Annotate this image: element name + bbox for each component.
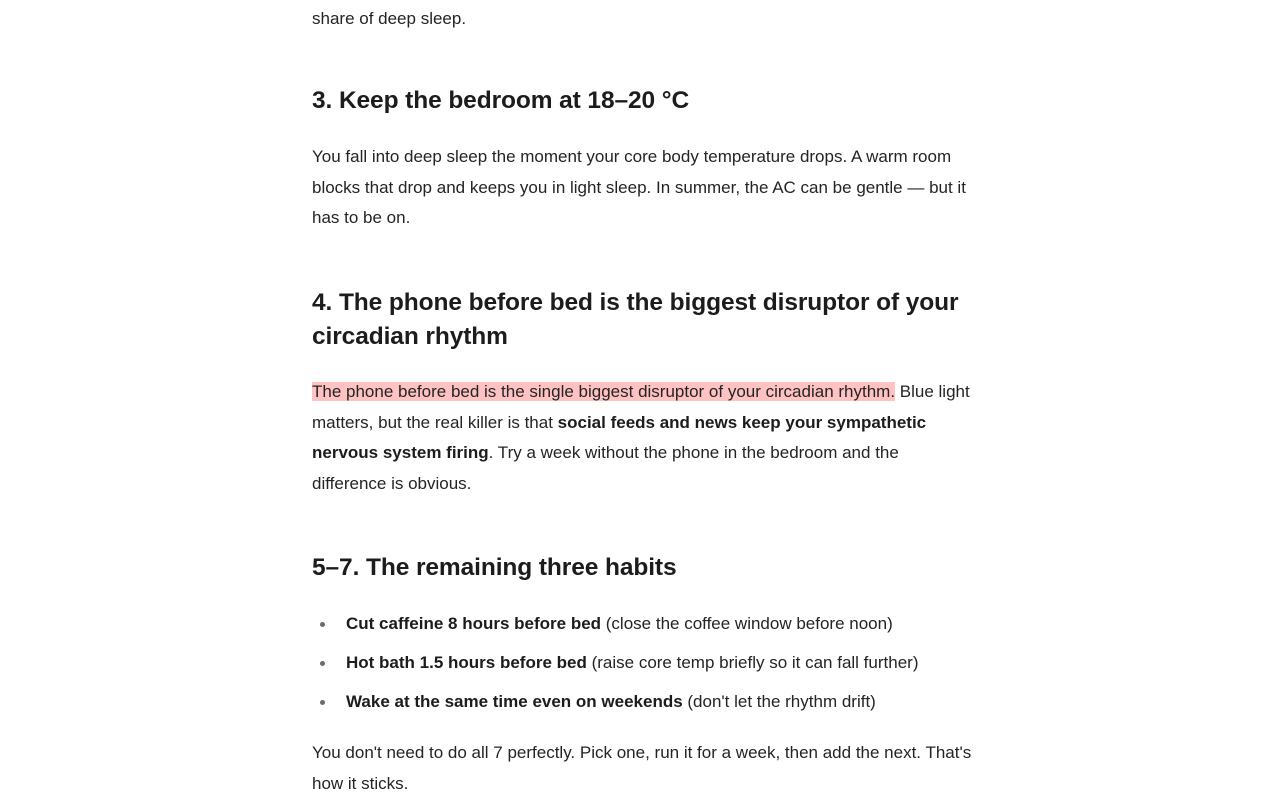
- bullet-icon: [320, 700, 325, 705]
- habits-list: [312, 609, 972, 718]
- section-5-heading: 5–7. The remaining three habits: [312, 554, 677, 582]
- article-body: [312, 0, 972, 799]
- intro-tail-paragraph: [312, 0, 972, 34]
- section-4-paragraph: [312, 377, 972, 499]
- list-item-bold: Wake at the same time even on weekends: [346, 692, 683, 712]
- list-item: [312, 609, 972, 640]
- list-item-bold: Hot bath 1.5 hours before bed: [346, 653, 587, 673]
- list-item: [312, 648, 972, 679]
- list-item-text: (close the coffee window before noon): [601, 614, 893, 634]
- section-3-paragraph: You fall into deep sleep the moment your core body temperature drops. A warm room blocks that drop and keeps you in light sleep. In summer, the AC can be gentle — but it has to be on.: [312, 147, 966, 228]
- section-4-bold-text: social feeds and news keep your sympathetic nervous system firing: [312, 412, 927, 463]
- intro-tail-line2: share of deep sleep.: [312, 8, 467, 28]
- bullet-icon: [320, 622, 325, 627]
- list-item: [312, 687, 972, 718]
- list-item-bold: Cut caffeine 8 hours before bed: [346, 614, 602, 634]
- section-4-heading: 4. The phone before bed is the biggest disruptor of your circadian rhythm: [312, 288, 959, 350]
- list-item-text: (don't let the rhythm drift): [682, 692, 876, 712]
- section-4-text-b: . Try a week without the phone in the bedroom and the difference is obvious.: [312, 443, 899, 493]
- section-4-text-a: Blue light matters, but the real killer is that: [312, 381, 970, 432]
- highlighted-sentence[interactable]: The phone before bed is the single biggest disruptor of your circadian rhythm.: [312, 381, 896, 401]
- bullet-icon: [320, 661, 325, 666]
- section-3-heading: 3. Keep the bedroom at 18–20 °C: [312, 87, 690, 115]
- closing-paragraph: You don't need to do all 7 perfectly. Pick one, run it for a week, then add the next. That's how it sticks.: [312, 742, 972, 793]
- list-item-text: (raise core temp briefly so it can fall further): [586, 653, 919, 673]
